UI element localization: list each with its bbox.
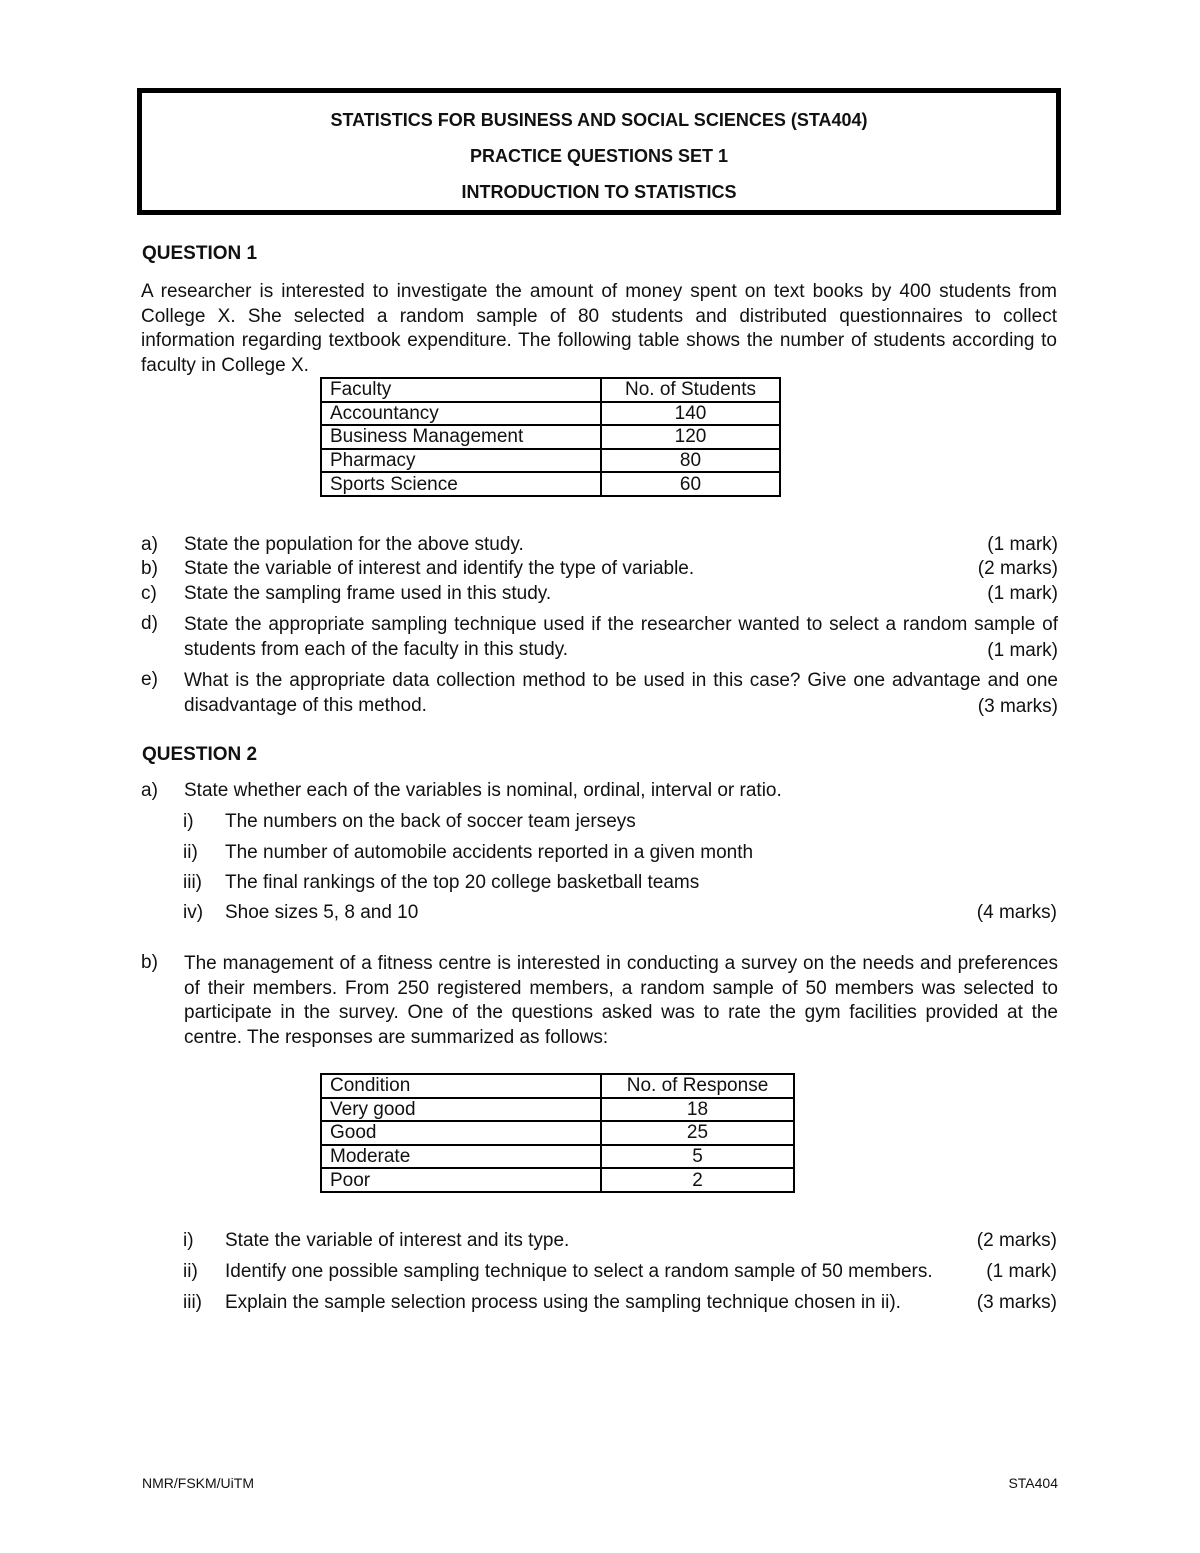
table-header-cell: Faculty: [321, 378, 601, 402]
table-row: [321, 472, 780, 496]
table-row: [321, 449, 780, 473]
question-1-intro: A researcher is interested to investigate the amount of money spent on text books by 400 students from College X. She selected a random sample of 80 students and distributed questionnaires to collect information regarding textbook expenditure. The following table shows the number of students according to faculty in College X.: [141, 281, 1057, 376]
question-item: [141, 558, 1058, 582]
set-title: PRACTICE QUESTIONS SET 1: [469, 146, 729, 166]
sub-item: [183, 1261, 1057, 1285]
question-1-heading: QUESTION 1: [142, 243, 258, 264]
item-text: State whether each of the variables is nominal, ordinal, interval or ratio.: [184, 780, 782, 801]
table-header-row: [321, 378, 780, 402]
question-2-heading: QUESTION 2: [142, 744, 258, 765]
table-cell: 2: [601, 1168, 794, 1192]
sub-item-label: i): [183, 811, 194, 832]
sub-item-text: The number of automobile accidents reported in a given month: [225, 842, 754, 863]
footer-left: NMR/FSKM/UiTM: [142, 1475, 254, 1491]
question-item: [141, 534, 1058, 558]
table-cell: 80: [601, 449, 780, 473]
sub-item: [183, 1230, 1057, 1254]
table-cell: 18: [601, 1098, 794, 1122]
topic-title: INTRODUCTION TO STATISTICS: [461, 182, 737, 202]
table-header-cell: No. of Students: [601, 378, 780, 402]
item-label: b): [141, 952, 158, 973]
sub-item-text: The final rankings of the top 20 college basketball teams: [225, 872, 700, 893]
table-cell: Very good: [321, 1098, 601, 1122]
item-text: State the appropriate sampling technique used if the researcher wanted to select a random sample of students from each of the faculty in this study.: [184, 614, 1058, 660]
item-label: b): [141, 558, 158, 579]
table-row: [321, 1098, 794, 1122]
item-label: d): [141, 613, 158, 634]
table-row: [321, 1168, 794, 1192]
table-row: [321, 425, 780, 449]
sub-item: [183, 1292, 1057, 1316]
table-cell: 120: [601, 425, 780, 449]
sub-item-label: iii): [183, 1292, 202, 1313]
item-text: What is the appropriate data collection method to be used in this case? Give one advantage and one disadvantage of this method.: [184, 670, 1058, 716]
item-label: e): [141, 669, 158, 690]
table-cell: 25: [601, 1121, 794, 1145]
question-item: [141, 780, 1058, 804]
table-cell: 5: [601, 1145, 794, 1169]
sub-item-marks: (3 marks): [976, 1292, 1057, 1313]
item-text: State the sampling frame used in this study.: [184, 583, 552, 604]
sub-item-text: Identify one possible sampling technique to select a random sample of 50 members.: [225, 1261, 933, 1282]
sub-item: [183, 842, 1057, 866]
table-cell: Accountancy: [321, 402, 601, 426]
table-cell: 140: [601, 402, 780, 426]
table-cell: Business Management: [321, 425, 601, 449]
table-cell: Pharmacy: [321, 449, 601, 473]
table-cell: Moderate: [321, 1145, 601, 1169]
table-header-cell: No. of Response: [601, 1074, 794, 1098]
question-item: [141, 952, 1058, 1050]
table-cell: Good: [321, 1121, 601, 1145]
table-cell: Poor: [321, 1168, 601, 1192]
item-label: a): [141, 534, 158, 555]
sub-item-marks: (2 marks): [976, 1230, 1057, 1251]
sub-item-label: iv): [183, 902, 204, 923]
item-marks: (2 marks): [977, 558, 1058, 579]
sub-item-label: iii): [183, 872, 202, 893]
sub-item-marks: (1 mark): [986, 1261, 1057, 1282]
table-header-row: [321, 1074, 794, 1098]
item-text: The management of a fitness centre is interested in conducting a survey on the needs and preferences of their members. From 250 registered members, a random sample of 50 members was selected to participate in the survey. One of the questions asked was to rate the gym facilities provided at the centre. The responses are summarized as follows:: [184, 953, 1058, 1048]
sub-item-text: Explain the sample selection process using the sampling technique chosen in ii).: [225, 1292, 901, 1313]
item-label: a): [141, 780, 158, 801]
sub-item-text: Shoe sizes 5, 8 and 10: [225, 902, 419, 923]
table-row: [321, 402, 780, 426]
sub-item-label: ii): [183, 1261, 198, 1282]
table-cell: 60: [601, 472, 780, 496]
question-item: [141, 669, 1058, 718]
item-text: State the population for the above study.: [184, 534, 524, 555]
item-label: c): [141, 583, 157, 604]
item-marks: (1 mark): [987, 640, 1058, 661]
sub-item: [183, 811, 1057, 835]
footer-right: STA404: [1008, 1475, 1058, 1491]
item-text: State the variable of interest and identify the type of variable.: [184, 558, 695, 579]
faculty-table: [320, 377, 781, 497]
table-header-cell: Condition: [321, 1074, 601, 1098]
sub-item: [183, 872, 1057, 896]
course-title: STATISTICS FOR BUSINESS AND SOCIAL SCIENCES (STA404): [330, 110, 868, 130]
sub-item-marks: (4 marks): [976, 902, 1057, 923]
table-cell: Sports Science: [321, 472, 601, 496]
item-marks: (1 mark): [987, 534, 1058, 555]
title-box: [137, 88, 1061, 215]
table-row: [321, 1121, 794, 1145]
table-row: [321, 1145, 794, 1169]
question-item: [141, 583, 1058, 607]
item-marks: (1 mark): [987, 583, 1058, 604]
sub-item-label: ii): [183, 842, 198, 863]
sub-item-text: State the variable of interest and its type.: [225, 1230, 570, 1251]
item-marks: (3 marks): [977, 696, 1058, 717]
sub-item-text: The numbers on the back of soccer team jerseys: [225, 811, 636, 832]
sub-item-label: i): [183, 1230, 194, 1251]
response-table: [320, 1073, 795, 1193]
sub-item: [183, 902, 1057, 926]
question-item: [141, 613, 1058, 662]
